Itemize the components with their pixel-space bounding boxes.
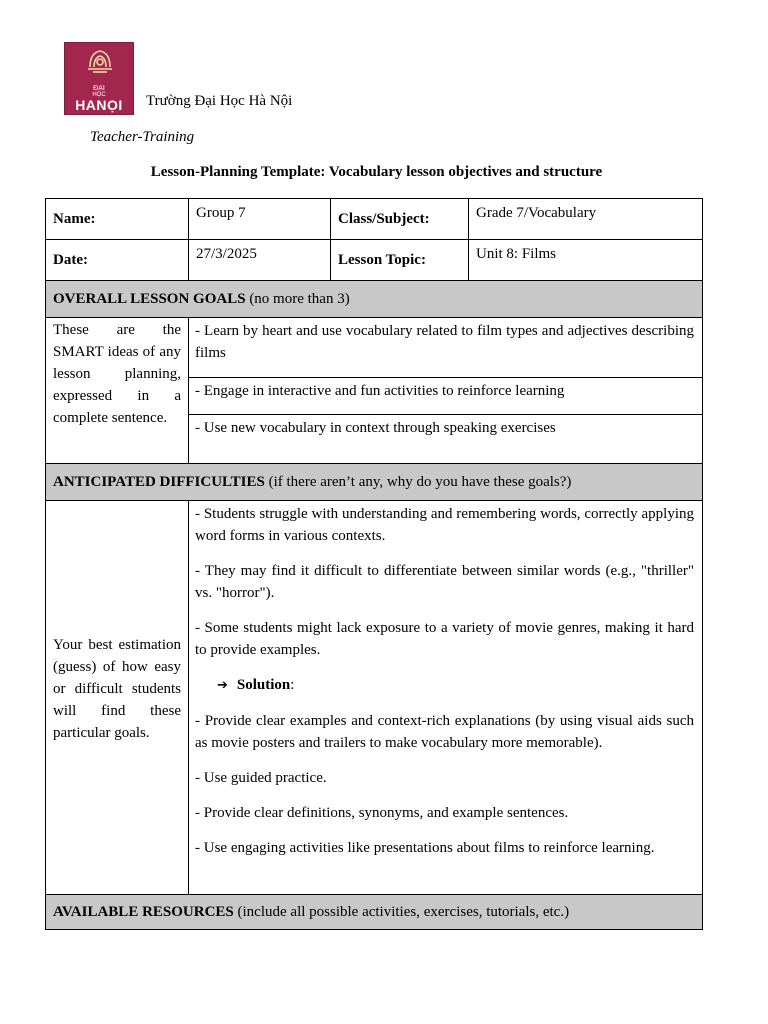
solution-heading [195, 674, 694, 697]
university-logo [64, 42, 134, 115]
goals-heading: OVERALL LESSON GOALS [53, 291, 246, 307]
resources-heading-note: (include all possible activities, exercises, tutorials, etc.) [233, 904, 570, 920]
resources-section-header [46, 895, 703, 930]
document-title: Lesson-Planning Template: Vocabulary lesson objectives and structure [150, 164, 603, 180]
logo-text-line-2: HỌC [92, 92, 106, 98]
lesson-topic-value: Unit 8: Films [469, 240, 703, 281]
arrow-right-icon: ➔ [217, 678, 228, 693]
solution-label: Solution [236, 677, 291, 693]
department-name: Teacher-Training [90, 129, 195, 145]
logo-text-line-1: ĐẠI [93, 85, 105, 92]
difficulties-row [46, 501, 703, 895]
lesson-plan-table [45, 198, 703, 930]
goals-section-header [46, 281, 703, 318]
difficulties-section-header [46, 464, 703, 501]
lesson-topic-label: Lesson Topic: [331, 240, 469, 281]
solution-colon: : [290, 677, 295, 693]
info-row-date [46, 240, 703, 281]
university-crest-icon [85, 47, 115, 83]
difficulties-heading: ANTICIPATED DIFFICULTIES [53, 474, 265, 490]
date-value: 27/3/2025 [189, 240, 331, 281]
logo-text-line-3: HANỌI [75, 97, 123, 113]
info-row-name [46, 199, 703, 240]
university-name: Trường Đại Học Hà Nội [146, 93, 293, 109]
name-value: Group 7 [189, 199, 331, 240]
class-subject-value: Grade 7/Vocabulary [469, 199, 703, 240]
resources-heading: AVAILABLE RESOURCES [53, 904, 234, 920]
date-label: Date: [46, 240, 189, 281]
goal-item-3: - Use new vocabulary in context through speaking exercises [189, 415, 703, 464]
class-subject-label: Class/Subject: [331, 199, 469, 240]
name-label: Name: [46, 199, 189, 240]
goals-heading-note: (no more than 3) [245, 291, 350, 307]
solution-item: - Use engaging activities like presentations about films to reinforce learning. [195, 840, 655, 856]
difficulty-point: - Some students might lack exposure to a variety of movie genres, making it hard to provide examples. [195, 620, 694, 658]
difficulty-point: - They may find it difficult to differentiate between similar words (e.g., "thriller" vs. "horror"). [195, 563, 694, 601]
solution-item: - Provide clear examples and context-rich explanations (by using visual aids such as movie posters and trailers to make vocabulary more memorable). [195, 713, 694, 751]
difficulty-point: - Students struggle with understanding and remembering words, correctly applying word forms in various contexts. [195, 506, 694, 544]
goal-row-1 [46, 318, 703, 378]
goals-description: These are the SMART ideas of any lesson planning, expressed in a complete sentence. [46, 318, 189, 464]
difficulties-description: Your best estimation (guess) of how easy or difficult students will find these particular goals. [46, 501, 189, 895]
difficulties-content [189, 501, 703, 895]
solution-item: - Use guided practice. [195, 770, 327, 786]
solution-item: - Provide clear definitions, synonyms, and example sentences. [195, 805, 569, 821]
difficulties-heading-note: (if there aren’t any, why do you have these goals?) [264, 474, 572, 490]
goal-item-1: - Learn by heart and use vocabulary related to film types and adjectives describing films [189, 318, 703, 378]
goal-item-2: - Engage in interactive and fun activities to reinforce learning [189, 378, 703, 415]
